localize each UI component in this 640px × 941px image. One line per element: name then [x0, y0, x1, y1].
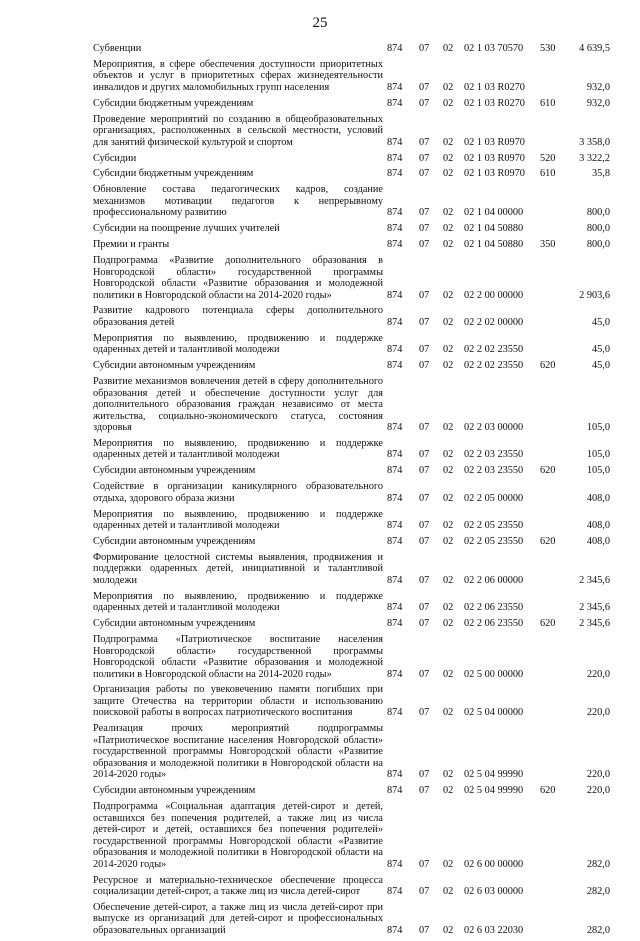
table-row — [93, 168, 610, 180]
target-article-code: 02 2 00 00000 — [464, 289, 524, 301]
admin-code: 874 — [387, 785, 403, 797]
section-code: 07 — [419, 465, 430, 477]
row-name: Мероприятия по выявлению, продвижению и поддержке одаренных детей и талантливой молодежи — [93, 508, 383, 532]
section-code: 07 — [419, 520, 430, 532]
admin-code: 874 — [387, 769, 403, 781]
table-row — [93, 509, 610, 532]
budget-table — [93, 43, 610, 941]
section-code: 07 — [419, 223, 430, 235]
admin-code: 874 — [387, 223, 403, 235]
row-name: Субсидии автономным учреждениям — [93, 465, 256, 477]
amount: 2 345,6 — [579, 618, 610, 630]
section-code: 07 — [419, 152, 430, 164]
row-name: Развитие механизмов вовлечения детей в сферу дополнительного образования детей и обеспечение доступности услуг для дополнительного образования граждан независимо от места жительства, социально-экономического статуса, состояния здоровья — [93, 376, 383, 434]
target-article-code: 02 5 04 99990 — [464, 785, 524, 797]
section-code: 07 — [419, 536, 430, 548]
table-row — [93, 305, 610, 328]
row-name: Субсидии — [93, 152, 137, 164]
admin-code: 874 — [387, 289, 403, 301]
amount: 45,0 — [591, 344, 610, 356]
target-article-code: 02 1 03 R0970 — [464, 152, 525, 164]
table-row — [93, 618, 610, 630]
expense-type-code: 620 — [540, 360, 556, 372]
table-row — [93, 333, 610, 356]
row-name: Мероприятия, в сфере обеспечения доступности приоритетных объектов и услуг в приоритетных сферах жизнедеятельности инвалидов и других маломобильных групп населения — [93, 58, 383, 93]
row-name: Субсидии автономным учреждениям — [93, 360, 256, 372]
row-name: Реализация прочих мероприятий подпрограммы «Патриотическое воспитание населения Новгородской области» государственной программы Новгородской области «Развитие образования и молодежной политики в Новгородской области на 2014-2020 годы» — [93, 723, 383, 781]
expense-type-code: 610 — [540, 168, 556, 180]
subsection-code: 02 — [443, 207, 454, 219]
subsection-code: 02 — [443, 344, 454, 356]
target-article-code: 02 6 03 00000 — [464, 886, 524, 898]
amount: 105,0 — [586, 465, 610, 477]
subsection-code: 02 — [443, 707, 454, 719]
amount: 2 345,6 — [579, 602, 610, 614]
table-row — [93, 239, 610, 251]
admin-code: 874 — [387, 449, 403, 461]
subsection-code: 02 — [443, 492, 454, 504]
expense-type-code: 620 — [540, 618, 556, 630]
target-article-code: 02 5 04 00000 — [464, 707, 524, 719]
subsection-code: 02 — [443, 574, 454, 586]
target-article-code: 02 5 00 00000 — [464, 668, 524, 680]
admin-code: 874 — [387, 886, 403, 898]
subsection-code: 02 — [443, 152, 454, 164]
subsection-code: 02 — [443, 618, 454, 630]
admin-code: 874 — [387, 360, 403, 372]
table-row — [93, 801, 610, 870]
section-code: 07 — [419, 81, 430, 93]
amount: 35,8 — [591, 168, 610, 180]
target-article-code: 02 1 04 00000 — [464, 207, 524, 219]
amount: 2 345,6 — [579, 574, 610, 586]
target-article-code: 02 1 03 R0970 — [464, 168, 525, 180]
table-row — [93, 184, 610, 219]
subsection-code: 02 — [443, 465, 454, 477]
amount: 282,0 — [586, 886, 610, 898]
amount: 105,0 — [586, 449, 610, 461]
target-article-code: 02 1 03 R0270 — [464, 81, 525, 93]
amount: 105,0 — [586, 422, 610, 434]
subsection-code: 02 — [443, 360, 454, 372]
row-name: Подпрограмма «Патриотическое воспитание населения Новгородской области» государственной программы Новгородской области «Развитие образования и молодежной политики в Новгородской области на 2014-2020 годы» — [93, 634, 383, 680]
table-row — [93, 43, 610, 55]
target-article-code: 02 2 05 23550 — [464, 520, 524, 532]
row-name: Субсидии автономным учреждениям — [93, 785, 256, 797]
table-row — [93, 481, 610, 504]
admin-code: 874 — [387, 574, 403, 586]
row-name: Ресурсное и материально-техническое обеспечение процесса социализации детей-сирот, а также лиц из числа детей-сирот — [93, 874, 383, 898]
table-row — [93, 536, 610, 548]
admin-code: 874 — [387, 152, 403, 164]
admin-code: 874 — [387, 668, 403, 680]
subsection-code: 02 — [443, 520, 454, 532]
section-code: 07 — [419, 43, 430, 54]
subsection-code: 02 — [443, 136, 454, 148]
row-name: Развитие кадрового потенциала сферы дополнительного образования детей — [93, 305, 383, 328]
row-name: Субсидии автономным учреждениям — [93, 536, 256, 548]
table-row — [93, 255, 610, 301]
admin-code: 874 — [387, 492, 403, 504]
table-row — [93, 59, 610, 94]
table-row — [93, 634, 610, 680]
expense-type-code: 350 — [540, 239, 556, 251]
target-article-code: 02 2 06 23550 — [464, 602, 524, 614]
admin-code: 874 — [387, 344, 403, 356]
table-row — [93, 723, 610, 781]
row-name: Мероприятия по выявлению, продвижению и поддержке одаренных детей и талантливой молодежи — [93, 590, 383, 614]
subsection-code: 02 — [443, 886, 454, 898]
target-article-code: 02 2 06 00000 — [464, 574, 524, 586]
target-article-code: 02 6 00 00000 — [464, 858, 524, 870]
section-code: 07 — [419, 289, 430, 301]
admin-code: 874 — [387, 924, 403, 936]
subsection-code: 02 — [443, 223, 454, 235]
amount: 45,0 — [591, 360, 610, 372]
amount: 932,0 — [586, 81, 610, 93]
subsection-code: 02 — [443, 289, 454, 301]
section-code: 07 — [419, 668, 430, 680]
row-name: Проведение мероприятий по созданию в общеобразовательных организациях, расположенных в сельской местности, условий для занятий физической культурой и спортом — [93, 113, 383, 148]
target-article-code: 02 2 03 23550 — [464, 465, 524, 477]
table-row — [93, 98, 610, 110]
row-name: Обновление состава педагогических кадров, создание механизмов мотивации педагогов к непрерывному профессиональному развитию — [93, 184, 383, 219]
subsection-code: 02 — [443, 769, 454, 781]
subsection-code: 02 — [443, 239, 454, 251]
admin-code: 874 — [387, 316, 403, 328]
target-article-code: 02 1 03 R0270 — [464, 97, 525, 109]
table-row — [93, 360, 610, 372]
subsection-code: 02 — [443, 858, 454, 870]
row-name: Подпрограмма «Социальная адаптация детей-сирот и детей, оставшихся без попечения родителей, а также лиц из числа детей-сирот и детей, оставшихся без попечения родителей» государственной программы Новгородской области «Развитие образования и молодежной политики в Новгородской области на 2014-2020 годы» — [93, 801, 383, 870]
row-name: Мероприятия по выявлению, продвижению и поддержке одаренных детей и талантливой молодежи — [93, 332, 383, 356]
amount: 800,0 — [586, 239, 610, 251]
amount: 3 322,2 — [579, 152, 610, 164]
section-code: 07 — [419, 207, 430, 219]
admin-code: 874 — [387, 239, 403, 251]
target-article-code: 02 5 04 99990 — [464, 769, 524, 781]
table-row — [93, 438, 610, 461]
target-article-code: 02 1 04 50880 — [464, 239, 524, 251]
admin-code: 874 — [387, 168, 403, 180]
amount: 282,0 — [586, 858, 610, 870]
admin-code: 874 — [387, 520, 403, 532]
admin-code: 874 — [387, 465, 403, 477]
target-article-code: 02 2 02 23550 — [464, 344, 524, 356]
target-article-code: 02 2 06 23550 — [464, 618, 524, 630]
target-article-code: 02 6 03 22030 — [464, 924, 524, 936]
table-row — [93, 902, 610, 937]
section-code: 07 — [419, 574, 430, 586]
row-name: Субсидии бюджетным учреждениям — [93, 168, 254, 180]
section-code: 07 — [419, 858, 430, 870]
row-name: Субвенции — [93, 43, 142, 54]
subsection-code: 02 — [443, 168, 454, 180]
amount: 408,0 — [586, 492, 610, 504]
amount: 220,0 — [586, 769, 610, 781]
amount: 800,0 — [586, 207, 610, 219]
table-row — [93, 684, 610, 719]
row-name: Субсидии бюджетным учреждениям — [93, 97, 254, 109]
section-code: 07 — [419, 239, 430, 251]
section-code: 07 — [419, 618, 430, 630]
admin-code: 874 — [387, 136, 403, 148]
section-code: 07 — [419, 602, 430, 614]
section-code: 07 — [419, 492, 430, 504]
table-row — [93, 376, 610, 434]
row-name: Обеспечение детей-сирот, а также лиц из числа детей-сирот при выпуске из организаций для детей-сирот и профессиональных образовательных организаций — [93, 901, 383, 936]
admin-code: 874 — [387, 858, 403, 870]
admin-code: 874 — [387, 602, 403, 614]
table-row — [93, 114, 610, 149]
amount: 220,0 — [586, 785, 610, 797]
admin-code: 874 — [387, 97, 403, 109]
expense-type-code: 620 — [540, 785, 556, 797]
amount: 408,0 — [586, 520, 610, 532]
subsection-code: 02 — [443, 43, 454, 54]
amount: 3 358,0 — [579, 136, 610, 148]
table-row — [93, 552, 610, 587]
section-code: 07 — [419, 344, 430, 356]
subsection-code: 02 — [443, 449, 454, 461]
target-article-code: 02 2 03 23550 — [464, 449, 524, 461]
amount: 45,0 — [591, 316, 610, 328]
row-name: Подпрограмма «Развитие дополнительного образования в Новгородской области» государственной программы Новгородской области «Развитие образования и молодежной политики в Новгородской области на 2014-2020 годы» — [93, 255, 383, 301]
section-code: 07 — [419, 886, 430, 898]
admin-code: 874 — [387, 618, 403, 630]
amount: 932,0 — [586, 97, 610, 109]
admin-code: 874 — [387, 43, 403, 54]
section-code: 07 — [419, 360, 430, 372]
expense-type-code: 530 — [540, 43, 556, 54]
target-article-code: 02 2 05 23550 — [464, 536, 524, 548]
subsection-code: 02 — [443, 422, 454, 434]
section-code: 07 — [419, 97, 430, 109]
table-row — [93, 591, 610, 614]
admin-code: 874 — [387, 422, 403, 434]
amount: 220,0 — [586, 707, 610, 719]
row-name: Организация работы по увековечению памяти погибших при защите Отечества на территории области и использованию поисковой работы в вопросах патриотического воспитания — [93, 684, 383, 719]
target-article-code: 02 2 03 00000 — [464, 422, 524, 434]
subsection-code: 02 — [443, 536, 454, 548]
section-code: 07 — [419, 785, 430, 797]
target-article-code: 02 1 03 R0970 — [464, 136, 525, 148]
section-code: 07 — [419, 136, 430, 148]
subsection-code: 02 — [443, 81, 454, 93]
row-name: Мероприятия по выявлению, продвижению и поддержке одаренных детей и талантливой молодежи — [93, 437, 383, 461]
row-name: Премии и гранты — [93, 239, 170, 251]
admin-code: 874 — [387, 207, 403, 219]
section-code: 07 — [419, 168, 430, 180]
row-name: Формирование целостной системы выявления, продвижения и поддержки одаренных детей, инициативной и талантливой молодежи — [93, 551, 383, 586]
table-row — [93, 465, 610, 477]
target-article-code: 02 1 03 70570 — [464, 43, 524, 54]
expense-type-code: 620 — [540, 465, 556, 477]
subsection-code: 02 — [443, 924, 454, 936]
section-code: 07 — [419, 316, 430, 328]
expense-type-code: 520 — [540, 152, 556, 164]
subsection-code: 02 — [443, 97, 454, 109]
row-name: Субсидии на поощрение лучших учителей — [93, 223, 280, 235]
target-article-code: 02 2 02 23550 — [464, 360, 524, 372]
page-number: 25 — [312, 15, 328, 31]
target-article-code: 02 1 04 50880 — [464, 223, 524, 235]
row-name: Содействие в организации каникулярного образовательного отдыха, здорового образа жизни — [93, 481, 383, 504]
amount: 4 639,5 — [579, 43, 610, 54]
table-row — [93, 223, 610, 235]
amount: 220,0 — [586, 668, 610, 680]
amount: 2 903,6 — [579, 289, 610, 301]
row-name: Субсидии автономным учреждениям — [93, 618, 256, 630]
section-code: 07 — [419, 769, 430, 781]
subsection-code: 02 — [443, 316, 454, 328]
target-article-code: 02 2 05 00000 — [464, 492, 524, 504]
section-code: 07 — [419, 422, 430, 434]
amount: 408,0 — [586, 536, 610, 548]
amount: 282,0 — [586, 924, 610, 936]
admin-code: 874 — [387, 81, 403, 93]
target-article-code: 02 2 02 00000 — [464, 316, 524, 328]
expense-type-code: 620 — [540, 536, 556, 548]
section-code: 07 — [419, 707, 430, 719]
subsection-code: 02 — [443, 668, 454, 680]
subsection-code: 02 — [443, 785, 454, 797]
admin-code: 874 — [387, 536, 403, 548]
section-code: 07 — [419, 924, 430, 936]
section-code: 07 — [419, 449, 430, 461]
expense-type-code: 610 — [540, 97, 556, 109]
admin-code: 874 — [387, 707, 403, 719]
amount: 800,0 — [586, 223, 610, 235]
table-row — [93, 785, 610, 797]
table-row — [93, 153, 610, 165]
subsection-code: 02 — [443, 602, 454, 614]
table-row — [93, 875, 610, 898]
